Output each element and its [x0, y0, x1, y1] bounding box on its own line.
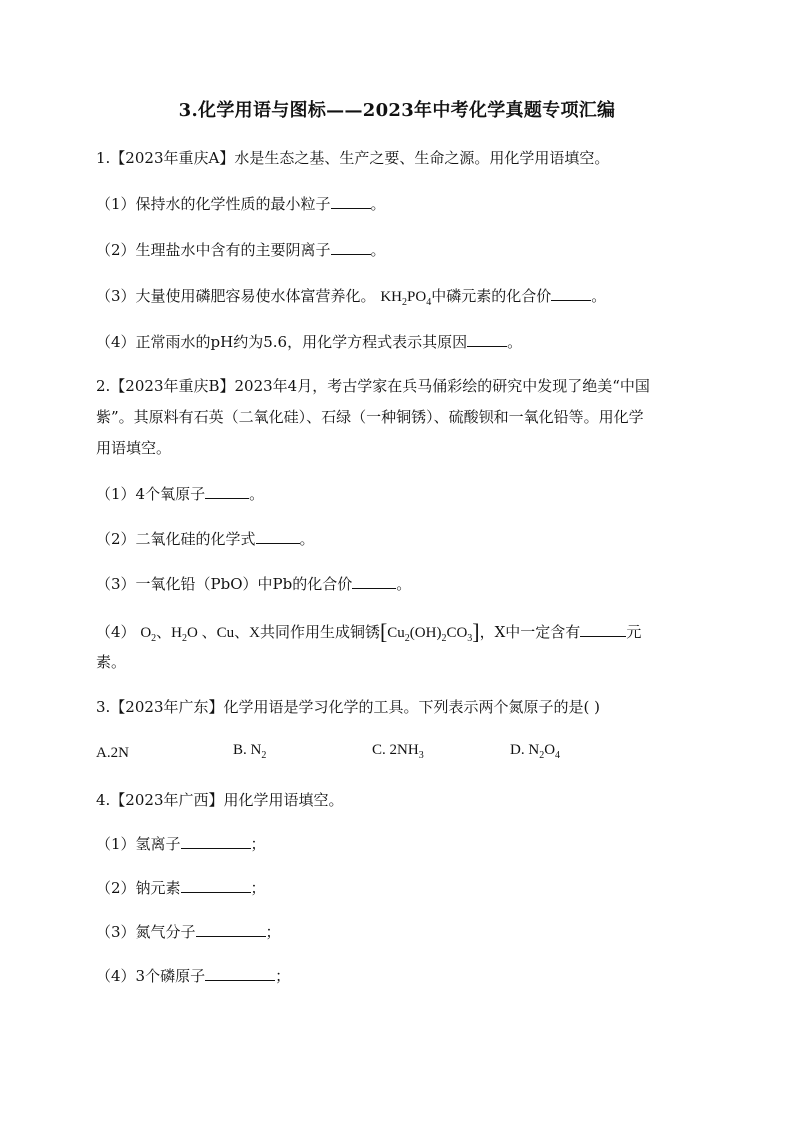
formula-copper-rust: $[Cu_2(OH)_2CO_3]$ [379, 619, 480, 644]
punct: ； [250, 879, 266, 897]
q2-part-2-text: （2）二氧化硅的化学式 [96, 530, 256, 548]
q2-part-1 [96, 482, 264, 506]
answer-blank[interactable] [181, 878, 251, 893]
answer-blank[interactable] [196, 922, 266, 937]
q1-part-1-text: （1）保持水的化学性质的最小粒子 [96, 195, 331, 213]
q2-part-4-line2: 素。 [96, 653, 127, 671]
q4-stem: 4.【2023年广西】用化学用语填空。 [96, 791, 344, 809]
q4-part-1 [96, 832, 266, 856]
q3-option-b[interactable]: B. $N_2$ [233, 742, 267, 761]
q4-part-3 [96, 920, 281, 944]
answer-blank[interactable] [331, 240, 371, 255]
answer-blank[interactable] [205, 484, 249, 499]
punct: 。 [249, 485, 265, 503]
option-label: C. [372, 742, 386, 758]
reactant-formulas: $O_2$、$H_2O$ 、Cu、X [140, 625, 260, 644]
q2-stem-line1: 2.【2023年重庆B】2023年4月，考古学家在兵马俑彩绘的研究中发现了绝美“中国 [96, 377, 650, 395]
answer-blank[interactable] [551, 286, 591, 301]
punct: ； [250, 835, 266, 853]
punct: 。 [370, 195, 386, 213]
q2-part-3 [96, 572, 411, 596]
punct: 。 [370, 241, 386, 259]
q3-option-d[interactable]: D. $N_2O_4$ [510, 742, 561, 761]
punct: ； [275, 967, 291, 985]
q2-part-1-text: （1）4个氧原子 [96, 485, 206, 503]
q1-part-2-text: （2）生理盐水中含有的主要阴离子 [96, 241, 331, 259]
q4-part-4 [96, 964, 290, 988]
q1-part-4-text: （4）正常雨水的pH约为5.6，用化学方程式表示其原因 [96, 333, 468, 351]
option-label: D. [510, 742, 525, 758]
answer-blank[interactable] [181, 834, 251, 849]
punct: 。 [507, 333, 523, 351]
q2-part-4-label: （4） [96, 623, 136, 641]
q1-part-4 [96, 330, 522, 354]
q4-part-2-text: （2）钠元素 [96, 879, 181, 897]
page-title: 3.化学用语与图标——2023年中考化学真题专项汇编 [178, 100, 616, 121]
q3-option-a[interactable]: A.2N [96, 745, 129, 761]
answer-blank[interactable] [352, 574, 396, 589]
q1-part-3-text: （3）大量使用磷肥容易使水体富营养化。 [96, 287, 376, 305]
q4-part-1-text: （1）氢离子 [96, 835, 181, 853]
q2-part-2 [96, 527, 315, 551]
q2-part-3-text: （3）一氧化铅（PbO）中Pb的化合价 [96, 575, 353, 593]
answer-blank[interactable] [256, 529, 300, 544]
punct: 。 [299, 530, 315, 548]
answer-blank[interactable] [467, 332, 507, 347]
q4-part-3-text: （3）氮气分子 [96, 923, 196, 941]
q2-part-4-text: 共同作用生成铜锈 [259, 623, 380, 641]
q2-stem-line2: 紫”。其原料有石英（二氧化硅）、石绿（一种铜锈）、硫酸钡和一氧化铅等。用化学 [96, 408, 644, 426]
punct: 。 [591, 287, 607, 305]
q2-part-4-tail: 元 [626, 623, 642, 641]
answer-blank[interactable] [205, 966, 275, 981]
q2-stem-line3: 用语填空。 [96, 439, 172, 457]
formula-kh2po4: $KH_2PO_4$ [380, 289, 432, 308]
punct: ； [265, 923, 281, 941]
punct: 。 [396, 575, 412, 593]
option-label: B. [233, 742, 247, 758]
q4-part-4-text: （4）3个磷原子 [96, 967, 206, 985]
q3-stem: 3.【2023年广东】化学用语是学习化学的工具。下列表示两个氮原子的是( ) [96, 698, 600, 716]
q2-part-4-text2: ，X中一定含有 [479, 623, 581, 641]
q4-part-2 [96, 876, 266, 900]
q2-part-4 [96, 618, 641, 647]
q1-part-3-text2: 中磷元素的化合价 [431, 287, 552, 305]
q1-part-3 [96, 284, 606, 311]
q1-part-2 [96, 238, 386, 262]
answer-blank[interactable] [580, 622, 626, 637]
q1-part-1 [96, 192, 386, 216]
q1-stem: 1.【2023年重庆A】水是生态之基、生产之要、生命之源。用化学用语填空。 [96, 149, 610, 167]
q3-option-c[interactable]: C. $2NH_3$ [372, 742, 424, 761]
answer-blank[interactable] [331, 194, 371, 209]
